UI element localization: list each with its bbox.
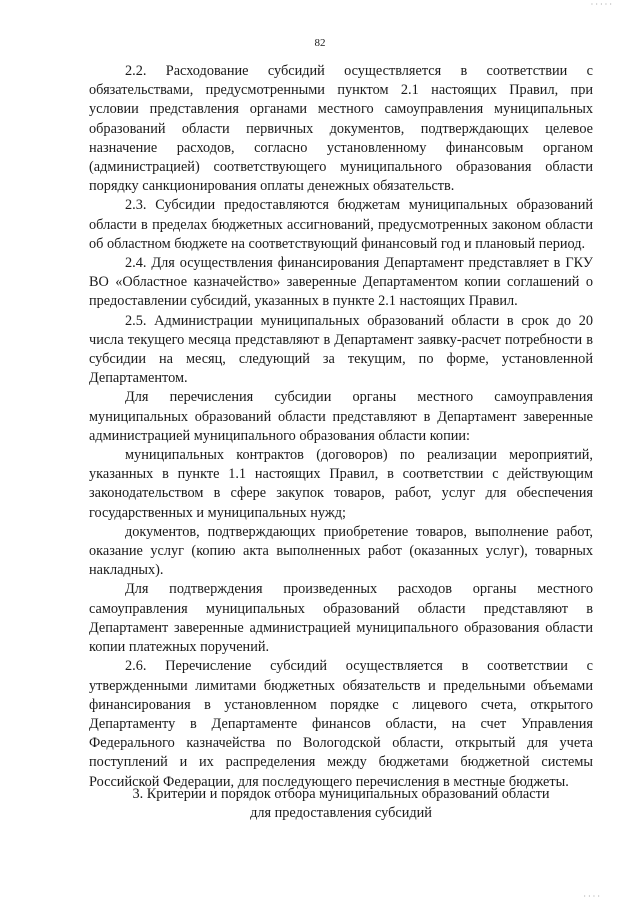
paragraph-2-2: 2.2. Расходование субсидий осуществляется в соответствии с обязательствами, предусмотренными пунктом 2.1 настоящих Правил, при условии представления органами местного самоуправления муниципальных образований области первичных документов, подтверждающих целевое назначение расходов, согласно установленному финансовым органом (администрацией) соответствующего муниципального образования области порядку санкционирования оплаты денежных обязательств.	[89, 63, 593, 195]
paragraph-payment-orders: Для подтверждения произведенных расходов органы местного самоуправления муниципальных образований области представляют в Департамент заверенные администрацией муниципального образования области копии платежных поручений.	[89, 581, 593, 656]
section-3-heading	[89, 785, 593, 823]
paragraph-2-6: 2.6. Перечисление субсидий осуществляется в соответствии с утвержденными лимитами бюджетных обязательств и предельными объемами финансирования в установленном порядке с лицевого счета, открытого Департаменту в Департаменте финансов области, на счет Управления Федерального казначейства по Вологодской области, открытый для учета поступлений и их распределения между бюджетами бюджетной системы Российской Федерации, для последующего перечисления в местные бюджеты.	[89, 658, 593, 790]
document-body	[89, 62, 593, 792]
paragraph-2-4: 2.4. Для осуществления финансирования Департамент представляет в ГКУ ВО «Областное казначейство» заверенные Департаментом копии соглашений о предоставлении субсидий, указанных в пункте 2.1 настоящих Правил.	[89, 255, 593, 310]
page-number: 82	[314, 37, 326, 49]
section-heading-line-1: 3. Критерии и порядок отбора муниципальных образований области	[132, 786, 550, 802]
paragraph-2-5: 2.5. Администрации муниципальных образований области в срок до 20 числа текущего месяца представляют в Департамент заявку-расчет потребности в субсидии на месяц, следующий за текущим, по форме, установленной Департаментом.	[89, 312, 593, 387]
list-item-documents: документов, подтверждающих приобретение товаров, выполнение работ, оказание услуг (копию акта выполненных работ (оказанных услуг), товарных накладных).	[89, 523, 593, 579]
paragraph-transfer-documents: Для перечисления субсидии органы местного самоуправления муниципальных образований области представляют в Департамент заверенные администрацией муниципального образования области копии:	[89, 389, 593, 444]
scan-mark-top: · · · · ·	[590, 0, 612, 9]
paragraph-2-3: 2.3. Субсидии предоставляются бюджетам муниципальных образований области в пределах бюджетных ассигнований, предусмотренных законом области об областном бюджете на соответствующий финансовый год и плановый период.	[89, 197, 593, 252]
list-item-contracts: муниципальных контрактов (договоров) по реализации мероприятий, указанных в пункте 1.1 настоящих Правил, в соответствии с действующим законодательством в сфере закупок товаров, работ, услуг для обеспечения государственных и муниципальных нужд;	[89, 447, 593, 521]
scan-mark-bottom: · · · ·	[583, 892, 600, 901]
section-heading-line-2: для предоставления субсидий	[250, 805, 432, 822]
